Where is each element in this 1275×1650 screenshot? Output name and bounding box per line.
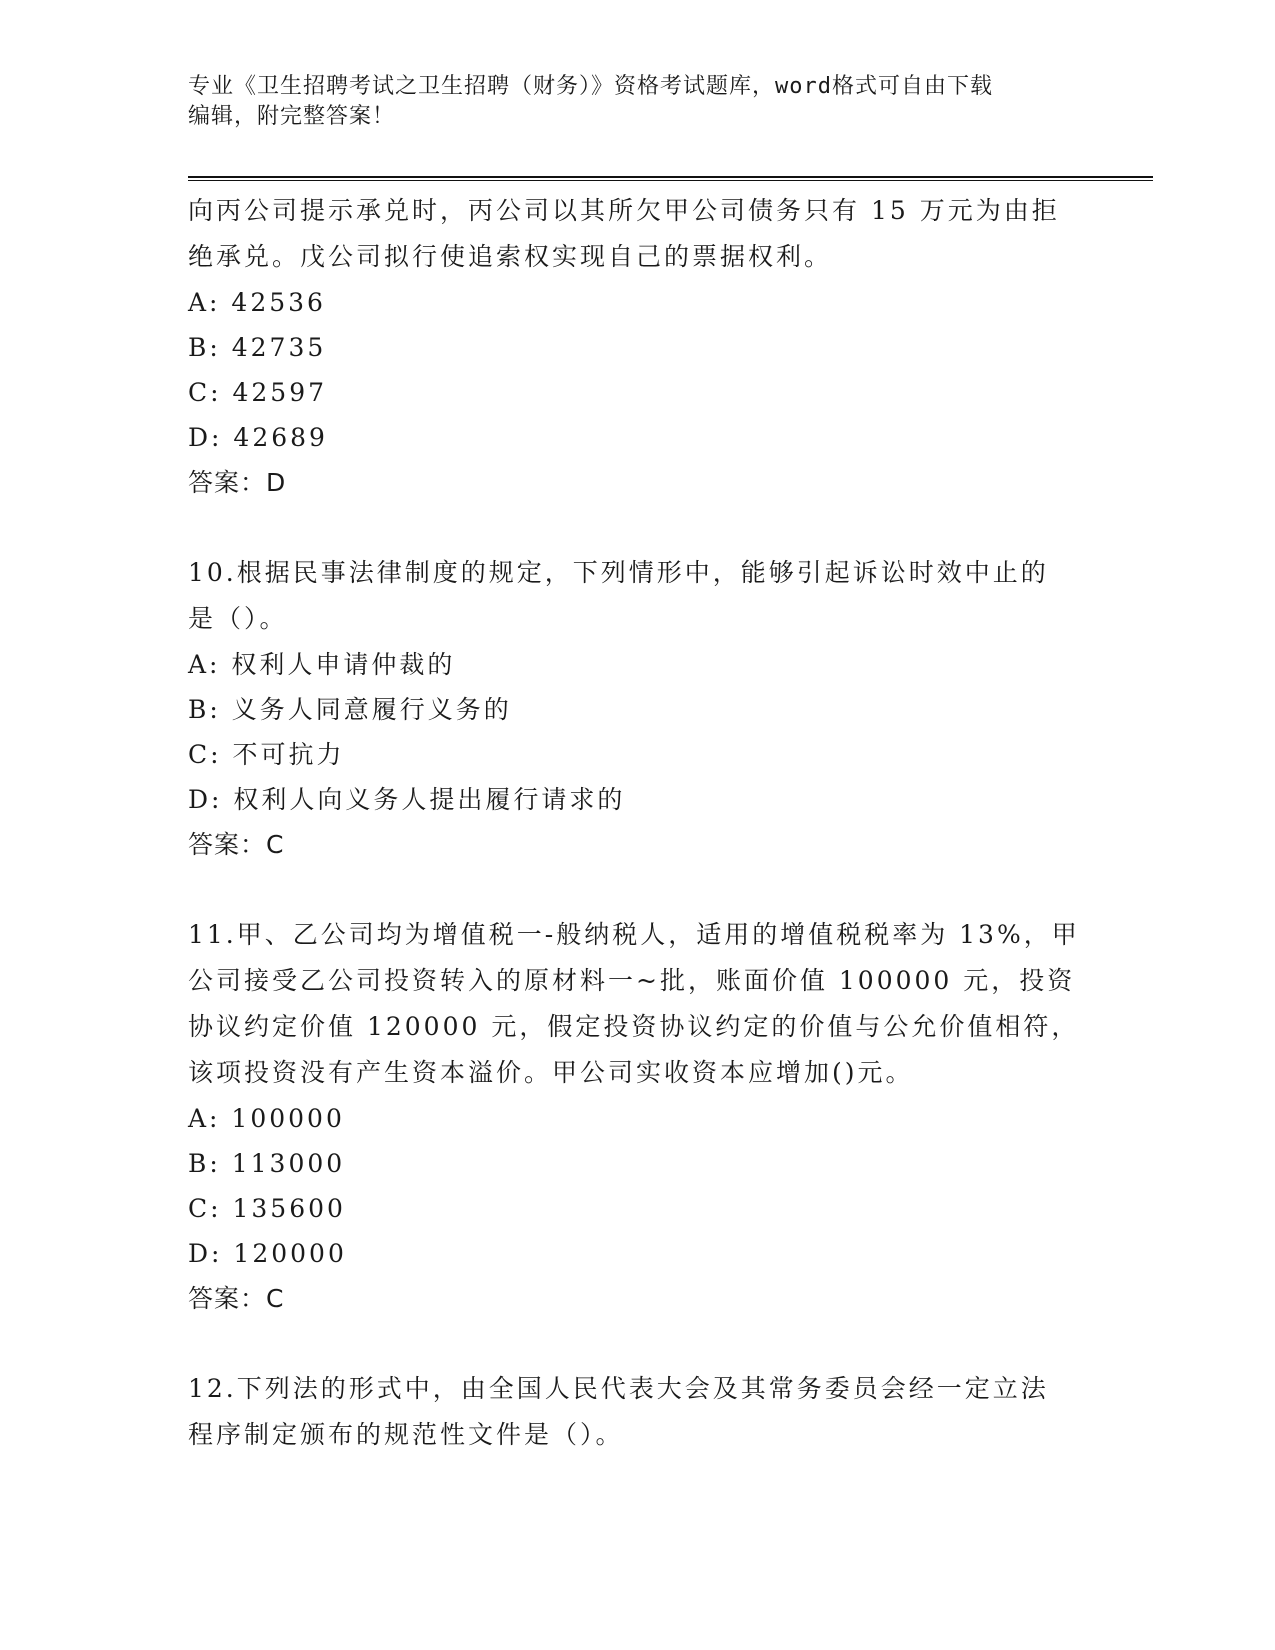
- question-text-line: 向丙公司提示承兑时，丙公司以其所欠甲公司债务只有 15 万元为由拒: [188, 196, 1060, 225]
- question-9: [188, 188, 1088, 506]
- document-header: [188, 72, 1068, 132]
- header-line-1: 专业《卫生招聘考试之卫生招聘（财务）》资格考试题库，word格式可自由下载: [188, 74, 993, 99]
- option-c: C: 42597: [188, 378, 328, 407]
- option-c: C: 不可抗力: [188, 740, 345, 769]
- option-c: C: 135600: [188, 1194, 346, 1223]
- option-a: A: 权利人申请仲裁的: [188, 650, 456, 679]
- question-text-line: 协议约定价值 120000 元，假定投资协议约定的价值与公允价值相符，: [188, 1012, 1080, 1041]
- question-12: [188, 1366, 1088, 1458]
- answer-label: 答案：C: [188, 1284, 285, 1313]
- answer-label: 答案：C: [188, 830, 285, 859]
- option-b: B: 42735: [188, 333, 327, 362]
- header-divider: [188, 176, 1153, 181]
- question-text-line: 10.根据民事法律制度的规定，下列情形中，能够引起诉讼时效中止的: [188, 558, 1049, 587]
- question-text-line: 绝承兑。戊公司拟行使追索权实现自己的票据权利。: [188, 242, 833, 271]
- question-list: [188, 188, 1088, 1458]
- question-text-line: 该项投资没有产生资本溢价。甲公司实收资本应增加()元。: [188, 1058, 914, 1087]
- spacer: [188, 868, 1088, 912]
- spacer: [188, 1322, 1088, 1366]
- header-line-2: 编辑，附完整答案！: [188, 104, 396, 129]
- question-text-line: 11.甲、乙公司均为增值税一-般纳税人，适用的增值税税率为 13%，甲: [188, 920, 1080, 949]
- answer-label: 答案：D: [188, 468, 287, 497]
- question-10: [188, 550, 1088, 868]
- question-11: [188, 912, 1088, 1322]
- option-d: D: 42689: [188, 423, 328, 452]
- option-a: A: 100000: [188, 1104, 345, 1133]
- spacer: [188, 506, 1088, 550]
- option-b: B: 义务人同意履行义务的: [188, 695, 512, 724]
- question-text-line: 程序制定颁布的规范性文件是（）。: [188, 1420, 624, 1449]
- option-b: B: 113000: [188, 1149, 346, 1178]
- option-d: D: 120000: [188, 1239, 347, 1268]
- question-text-line: 是（）。: [188, 604, 288, 633]
- option-d: D: 权利人向义务人提出履行请求的: [188, 785, 626, 814]
- question-text-line: 公司接受乙公司投资转入的原材料一~批，账面价值 100000 元，投资: [188, 966, 1076, 995]
- question-text-line: 12.下列法的形式中，由全国人民代表大会及其常务委员会经一定立法: [188, 1374, 1049, 1403]
- option-a: A: 42536: [188, 288, 326, 317]
